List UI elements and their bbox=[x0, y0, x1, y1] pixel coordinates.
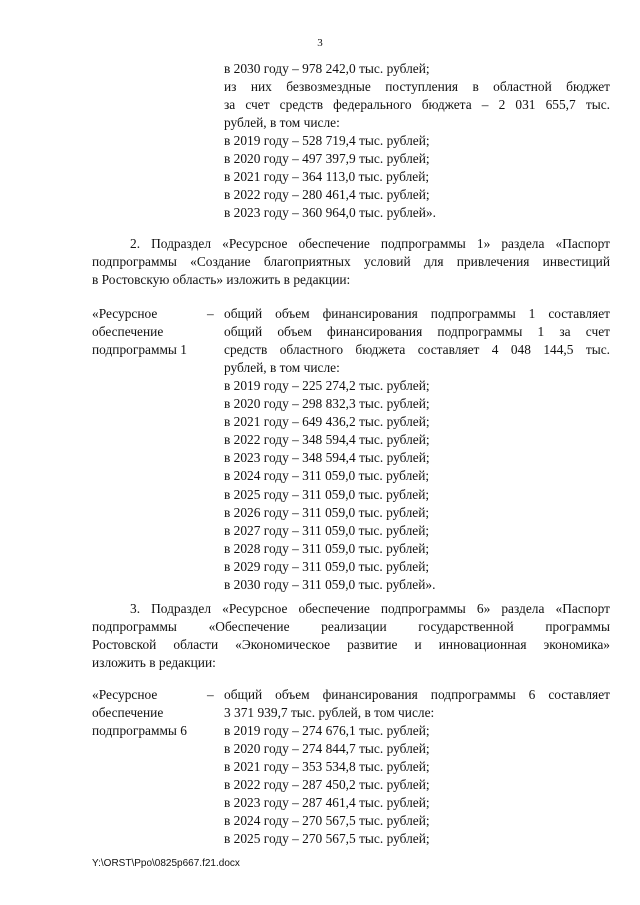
file-path-footer: Y:\ORST\Ppo\0825p667.f21.docx bbox=[92, 858, 240, 869]
funding-line: в 2020 году – 298 832,3 тыс. рублей; bbox=[224, 396, 430, 412]
section-1-label: «Ресурсное bbox=[92, 306, 158, 321]
funding-line: общий объем финансирования подпрограммы 1 за счет bbox=[224, 324, 610, 340]
funding-line: в 2019 году – 528 719,4 тыс. рублей; bbox=[224, 133, 430, 149]
funding-line: рублей, в том числе: bbox=[224, 360, 340, 376]
funding-line: в 2023 году – 348 594,4 тыс. рублей; bbox=[224, 450, 430, 466]
funding-line: в 2029 году – 311 059,0 тыс. рублей; bbox=[224, 558, 430, 574]
paragraph-3-line: 3. Подраздел «Ресурсное обеспечение подпрограммы 6» раздела «Паспорт bbox=[130, 601, 610, 616]
funding-line: в 2022 году – 280 461,4 тыс. рублей; bbox=[224, 187, 430, 203]
section-6-label: «Ресурсное bbox=[92, 687, 158, 702]
section-6-label: обеспечение bbox=[92, 705, 164, 721]
paragraph-2-line: 2. Подраздел «Ресурсное обеспечение подпрограммы 1» раздела «Паспорт bbox=[130, 236, 610, 251]
paragraph-3-line: подпрограммы «Обеспечение реализации государственной программы bbox=[92, 619, 610, 635]
funding-line: в 2022 году – 348 594,4 тыс. рублей; bbox=[224, 432, 430, 448]
paragraph-3-line: Ростовской области «Экономическое развитие и инновационная экономика» bbox=[92, 637, 610, 653]
funding-line: в 2021 году – 364 113,0 тыс. рублей; bbox=[224, 169, 430, 185]
funding-line: в 2024 году – 311 059,0 тыс. рублей; bbox=[224, 468, 430, 484]
funding-line: общий объем финансирования подпрограммы 1 составляет bbox=[224, 306, 610, 321]
funding-line: в 2024 году – 270 567,5 тыс. рублей; bbox=[224, 813, 430, 829]
funding-line: в 2021 году – 649 436,2 тыс. рублей; bbox=[224, 414, 430, 430]
paragraph-2-line: подпрограммы «Создание благоприятных условий для привлечения инвестиций bbox=[92, 254, 610, 270]
funding-line: в 2021 году – 353 534,8 тыс. рублей; bbox=[224, 759, 430, 775]
section-dash: – bbox=[207, 306, 214, 321]
funding-line: средств областного бюджета составляет 4 048 144,5 тыс. bbox=[224, 342, 610, 358]
funding-line: в 2030 году – 311 059,0 тыс. рублей». bbox=[224, 576, 436, 592]
funding-line: в 2023 году – 360 964,0 тыс. рублей». bbox=[224, 205, 436, 221]
funding-line: в 2030 году – 978 242,0 тыс. рублей; bbox=[224, 61, 430, 76]
funding-line: в 2022 году – 287 450,2 тыс. рублей; bbox=[224, 777, 430, 793]
funding-line: рублей, в том числе: bbox=[224, 115, 340, 131]
funding-line: в 2028 году – 311 059,0 тыс. рублей; bbox=[224, 540, 430, 556]
funding-line: общий объем финансирования подпрограммы 6 составляет bbox=[224, 687, 610, 702]
funding-line: из них безвозмездные поступления в областной бюджет bbox=[224, 79, 610, 95]
funding-line: в 2027 году – 311 059,0 тыс. рублей; bbox=[224, 522, 430, 538]
funding-line: в 2026 году – 311 059,0 тыс. рублей; bbox=[224, 504, 430, 520]
paragraph-3-line: изложить в редакции: bbox=[92, 655, 216, 671]
section-dash: – bbox=[207, 687, 214, 702]
paragraph-2-line: в Ростовскую область» изложить в редакции: bbox=[92, 272, 351, 288]
funding-line: за счет средств федерального бюджета – 2 031 655,7 тыс. bbox=[224, 97, 610, 113]
funding-line: 3 371 939,7 тыс. рублей, в том числе: bbox=[224, 705, 435, 721]
section-1-label: обеспечение bbox=[92, 324, 164, 340]
funding-line: в 2025 году – 311 059,0 тыс. рублей; bbox=[224, 486, 430, 502]
funding-line: в 2019 году – 274 676,1 тыс. рублей; bbox=[224, 723, 430, 739]
page-number: 3 bbox=[317, 37, 323, 49]
funding-line: в 2023 году – 287 461,4 тыс. рублей; bbox=[224, 795, 430, 811]
funding-line: в 2020 году – 497 397,9 тыс. рублей; bbox=[224, 151, 430, 167]
section-6-label: подпрограммы 6 bbox=[92, 723, 187, 739]
funding-line: в 2025 году – 270 567,5 тыс. рублей; bbox=[224, 831, 430, 847]
section-1-label: подпрограммы 1 bbox=[92, 342, 187, 358]
funding-line: в 2020 году – 274 844,7 тыс. рублей; bbox=[224, 741, 430, 757]
funding-line: в 2019 году – 225 274,2 тыс. рублей; bbox=[224, 378, 430, 394]
